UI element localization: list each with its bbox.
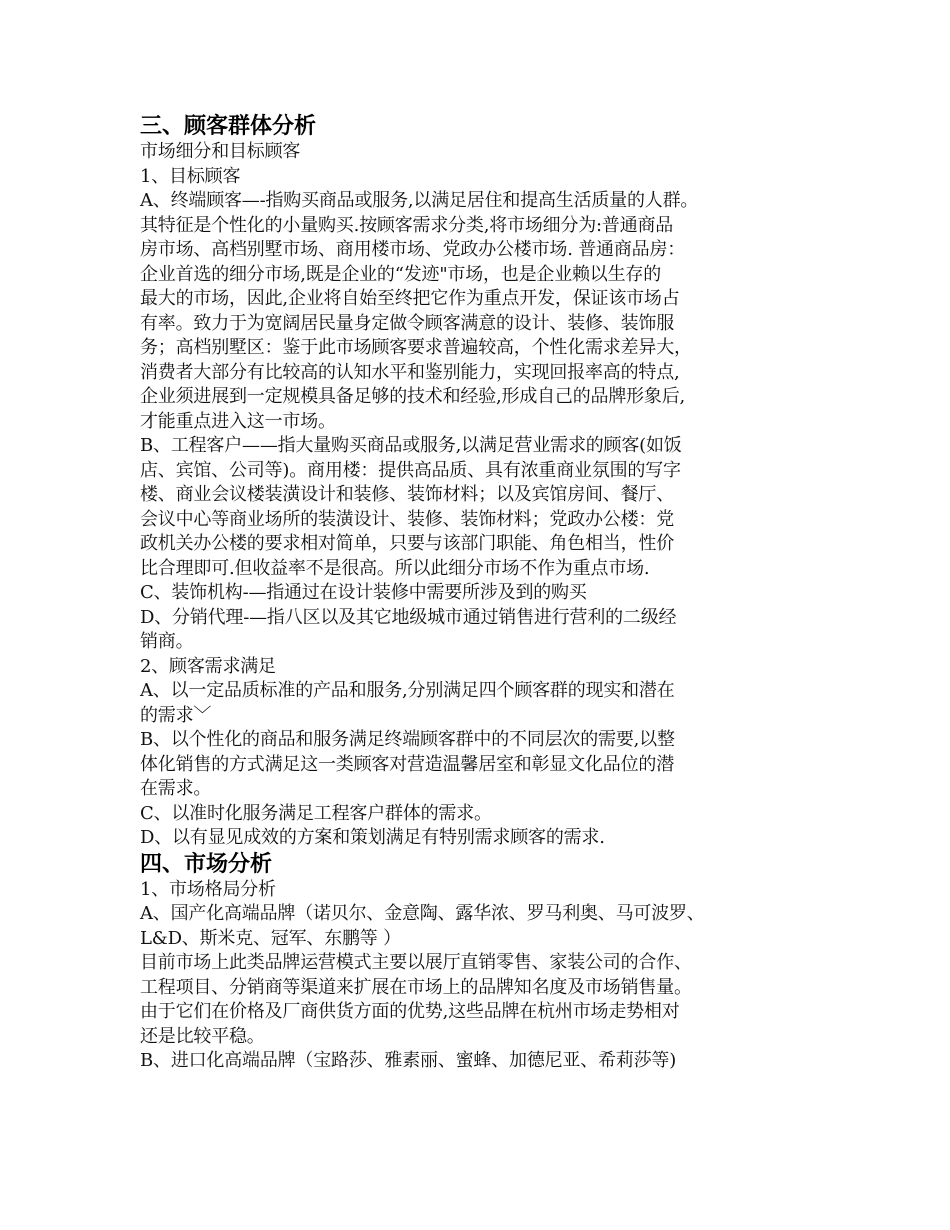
- text-line: 消费者大部分有比较高的认知水平和鉴别能力，实现回报率高的特点,: [140, 361, 680, 383]
- text-line: 工程项目、分销商等渠道来扩展在市场上的品牌知名度及市场销售量。: [140, 976, 692, 998]
- text-line: 楼、商业会议楼装潢设计和装修、装饰材料；以及宾馆房间、餐厅、: [140, 484, 674, 505]
- text-line: 1、市场格局分析: [140, 878, 276, 900]
- text-line: 店、宾馆、公司等)。商用楼：提供高品质、具有浓重商业氛围的写字: [140, 459, 681, 481]
- text-line: 最大的市场，因此,企业将自始至终把它作为重点开发，保证该市场占: [140, 288, 680, 309]
- text-line: 由于它们在价格及厂商供货方面的优势,这些品牌在杭州市场走势相对: [140, 1001, 680, 1022]
- text-line: 有率。致力于为宽阔居民量身定做令顾客满意的设计、装修、装饰服: [140, 312, 674, 334]
- text-line: 会议中心等商业场所的装潢设计、装修、装饰材料；党政办公楼：党: [140, 508, 674, 530]
- text-line: 2、顾客需求满足: [140, 655, 276, 677]
- text-line: 的需求﹀: [140, 704, 212, 726]
- text-line: C、装饰机构-—指通过在设计装修中需要所涉及到的购买: [140, 582, 587, 603]
- text-line: 目前市场上此类品牌运营模式主要以展厅直销零售、家装公司的合作、: [140, 952, 692, 973]
- document-body: [140, 113, 830, 1074]
- section-heading: 四、市场分析: [140, 851, 273, 877]
- text-line: 才能重点进入这一市场。: [140, 410, 336, 432]
- text-line: 体化销售的方式满足这一类顾客对营造温馨居室和彰显文化品位的潜: [140, 753, 674, 775]
- section-heading: 三、顾客群体分析: [140, 114, 317, 139]
- text-line: 政机关办公楼的要求相对简单，只要与该部门职能、角色相当，性价: [140, 533, 674, 554]
- text-line: D、以有显见成效的方案和策划满足有特别需求顾客的需求.: [140, 827, 605, 848]
- text-line: 其特征是个性化的小量购买.按顾客需求分类,将市场细分为:普通商品: [140, 214, 674, 236]
- text-line: L&D、斯米克、冠军、东鹏等 ）: [140, 927, 401, 949]
- text-line: 企业须进展到一定规模具备足够的技术和经验,形成自己的品牌形象后,: [140, 386, 686, 407]
- text-line: 房市场、高档别墅市场、商用楼市场、党政办公楼市场. 普通商品房：: [140, 239, 686, 260]
- text-line: 务；高档别墅区：鉴于此市场顾客要求普遍较高，个性化需求差异大，: [140, 337, 692, 358]
- text-line: 1、目标顾客: [140, 165, 241, 187]
- text-line: 企业首选的细分市场,既是企业的“发迹"市场，也是企业赖以生存的: [140, 263, 662, 285]
- text-line: B、工程客户——指大量购买商品或服务,以满足营业需求的顾客(如饭: [140, 435, 682, 456]
- text-line: 比合理即可.但收益率不是很高。所以此细分市场不作为重点市场.: [140, 557, 650, 579]
- text-line: 市场细分和目标顾客: [140, 141, 301, 162]
- text-line: 还是比较平稳。: [140, 1025, 265, 1047]
- text-line: C、以准时化服务满足工程客户群体的需求。: [140, 802, 492, 824]
- text-line: D、分销代理-—指八区以及其它地级城市通过销售进行营利的二级经: [140, 606, 677, 628]
- text-line: 在需求。: [140, 778, 212, 799]
- text-line: A、国产化高端品牌（诺贝尔、金意陶、露华浓、罗马利奥、马可波罗、: [140, 903, 705, 924]
- text-line: B、以个性化的商品和服务满足终端顾客群中的不同层次的需要,以整: [140, 729, 675, 750]
- text-line: A、终端顾客—-指购买商品或服务,以满足居住和提高生活质量的人群。: [140, 190, 699, 211]
- text-line: B、进口化高端品牌（宝路莎、雅素丽、蜜蜂、加德尼亚、希莉莎等): [140, 1050, 677, 1071]
- text-line: 销商。: [140, 631, 194, 652]
- text-line: A、以一定品质标准的产品和服务,分别满足四个顾客群的现实和潜在: [140, 680, 675, 701]
